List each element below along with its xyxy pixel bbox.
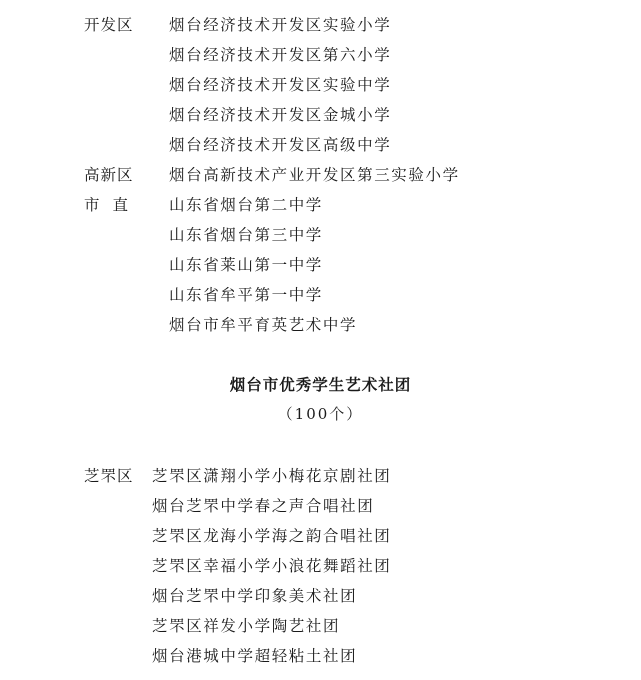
district-label-gaoxinqu: 高新区 (84, 166, 134, 184)
list-item: 芝罘区幸福小学小浪花舞蹈社团 (152, 557, 392, 575)
list-item: 烟台经济技术开发区金城小学 (169, 106, 392, 124)
list-item: 山东省牟平第一中学 (169, 286, 323, 304)
list-item: 烟台经济技术开发区实验中学 (169, 76, 392, 94)
list-item: 山东省烟台第三中学 (169, 226, 323, 244)
list-item: 芝罘区潇翔小学小梅花京剧社团 (152, 467, 392, 485)
list-item: 烟台经济技术开发区实验小学 (169, 16, 392, 34)
list-item: 烟台市牟平育英艺术中学 (169, 316, 358, 334)
list-item: 芝罘区龙海小学海之韵合唱社团 (152, 527, 392, 545)
list-item: 烟台经济技术开发区高级中学 (169, 136, 392, 154)
district-label-zhifuqu: 芝罘区 (84, 467, 134, 485)
district-label-kaifaqu: 开发区 (84, 16, 134, 34)
list-item: 烟台经济技术开发区第六小学 (169, 46, 392, 64)
list-item: 烟台芝罘中学春之声合唱社团 (152, 497, 375, 515)
section-title: 烟台市优秀学生艺术社团 (229, 376, 412, 394)
section-count: （100个） (277, 405, 364, 423)
list-item: 山东省烟台第二中学 (169, 196, 323, 214)
list-item: 烟台高新技术产业开发区第三实验小学 (169, 166, 460, 184)
list-item: 芝罘区祥发小学陶艺社团 (152, 617, 341, 635)
district-label-shizhi: 市直 (84, 196, 142, 214)
list-item: 烟台芝罘中学印象美术社团 (152, 587, 358, 605)
list-item: 烟台港城中学超轻粘土社团 (152, 647, 358, 665)
list-item: 山东省莱山第一中学 (169, 256, 323, 274)
